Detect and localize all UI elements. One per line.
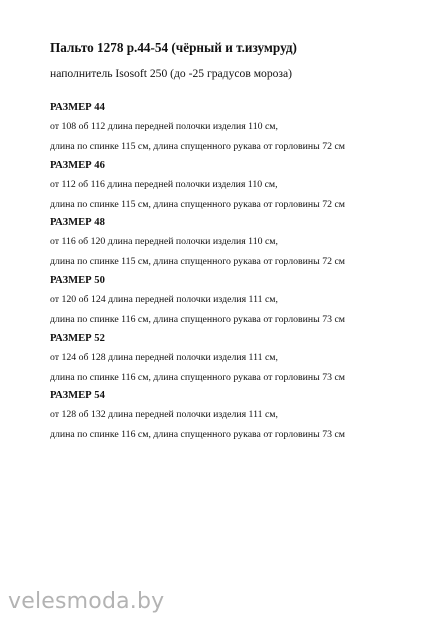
- size-lengths-line: длина по спинке 116 см, длина спущенного рукава от горловины 73 см: [50, 314, 345, 326]
- document-subtitle: наполнитель Isosoft 250 (до -25 градусов мороза): [50, 67, 293, 80]
- document-title: Пальто 1278 р.44-54 (чёрный и т.изумруд): [50, 40, 297, 55]
- size-block-48: [50, 216, 390, 274]
- size-measurements-line: от 112 об 116 длина передней полочки изделия 110 см,: [50, 178, 278, 190]
- size-block-46: [50, 159, 390, 217]
- size-heading: РАЗМЕР 46: [50, 159, 105, 171]
- size-measurements-line: от 128 об 132 длина передней полочки изделия 111 см,: [50, 409, 278, 421]
- size-block-44: [50, 101, 390, 159]
- size-block-52: [50, 332, 390, 390]
- size-block-54: [50, 389, 390, 447]
- size-lengths-line: длина по спинке 115 см, длина спущенного рукава от горловины 72 см: [50, 256, 345, 268]
- size-lengths-line: длина по спинке 115 см, длина спущенного рукава от горловины 72 см: [50, 198, 345, 210]
- size-lengths-line: длина по спинке 116 см, длина спущенного рукава от горловины 73 см: [50, 429, 345, 441]
- size-heading: РАЗМЕР 54: [50, 390, 105, 402]
- size-heading: РАЗМЕР 52: [50, 332, 105, 344]
- size-heading: РАЗМЕР 50: [50, 275, 105, 287]
- size-measurements-line: от 108 об 112 длина передней полочки изделия 110 см,: [50, 121, 278, 132]
- size-list: [50, 101, 390, 447]
- size-lengths-line: длина по спинке 115 см, длина спущенного рукава от горловины 72 см: [50, 141, 345, 152]
- size-heading: РАЗМЕР 44: [50, 102, 105, 113]
- site-watermark: velesmoda.by: [8, 589, 165, 614]
- size-measurements-line: от 120 об 124 длина передней полочки изделия 111 см,: [50, 294, 278, 306]
- size-heading: РАЗМЕР 48: [50, 217, 105, 229]
- size-measurements-line: от 124 об 128 длина передней полочки изделия 111 см,: [50, 351, 278, 363]
- size-block-50: [50, 274, 390, 332]
- size-measurements-line: от 116 об 120 длина передней полочки изделия 110 см,: [50, 236, 278, 248]
- size-lengths-line: длина по спинке 116 см, длина спущенного рукава от горловины 73 см: [50, 371, 345, 383]
